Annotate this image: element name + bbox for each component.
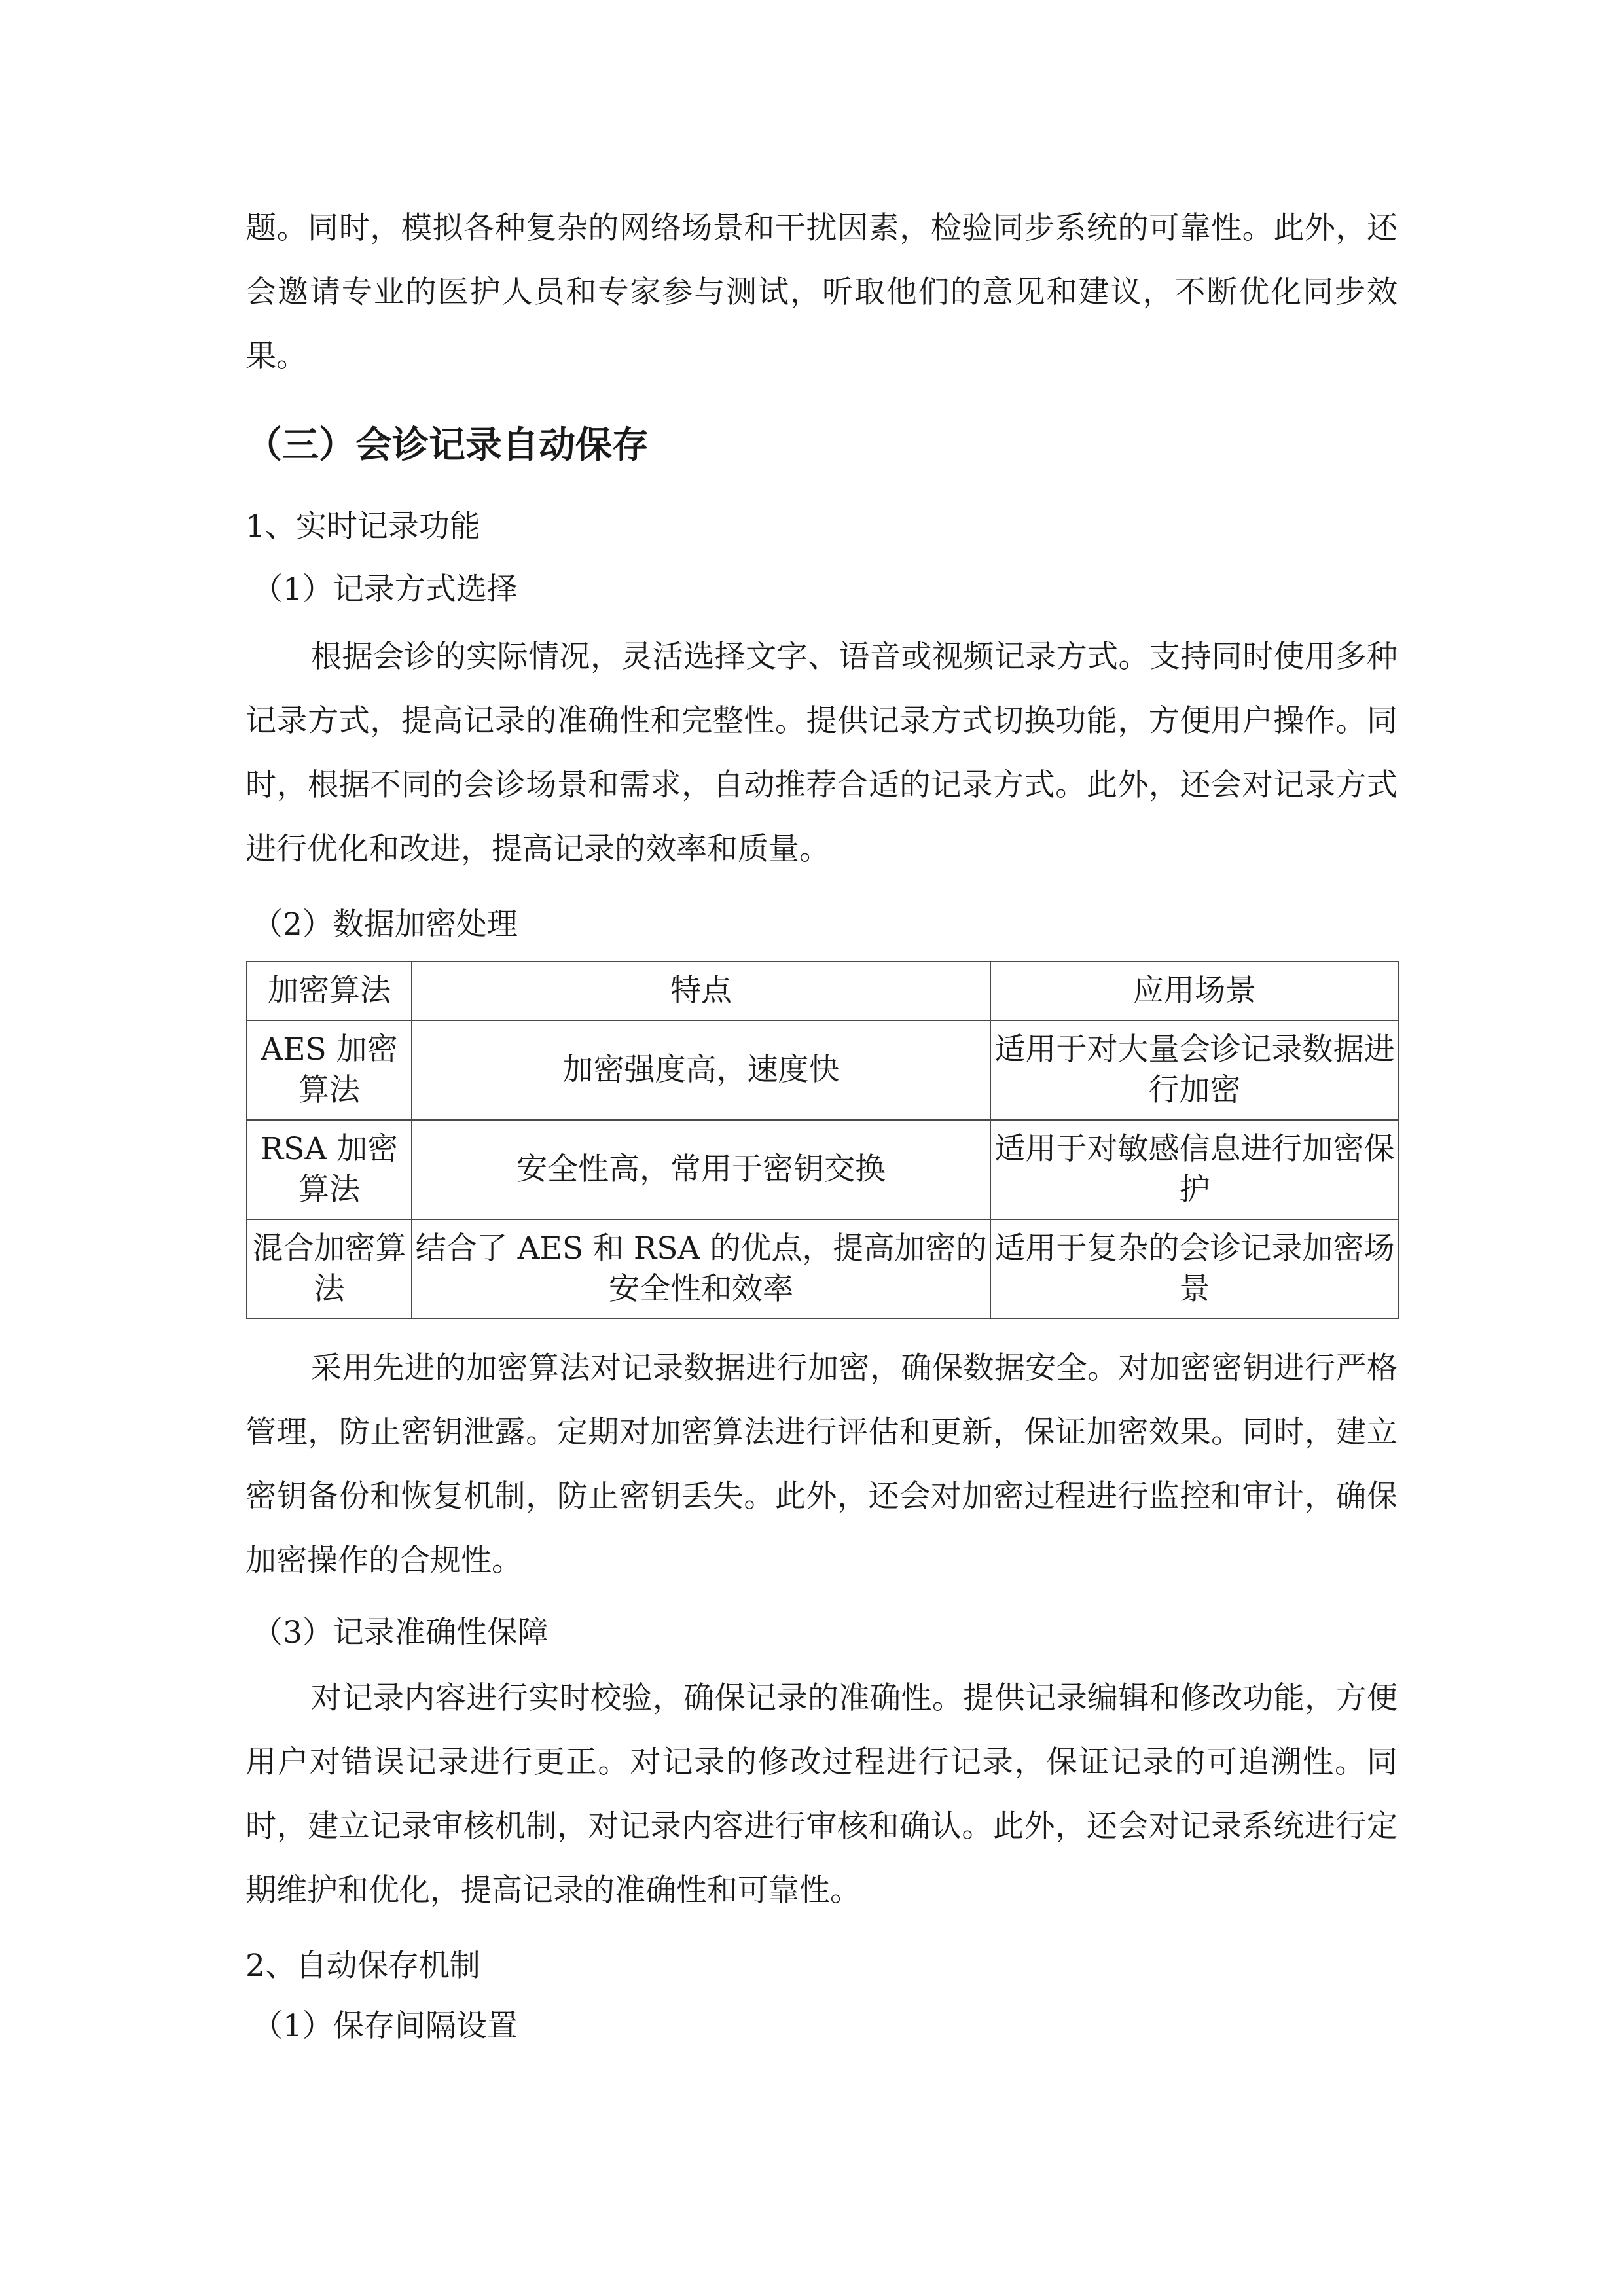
table-cell-algorithm: RSA 加密算法 <box>247 1120 412 1219</box>
table-cell-feature: 安全性高，常用于密钥交换 <box>412 1120 990 1219</box>
table-cell-feature: 结合了 AES 和 RSA 的优点，提高加密的安全性和效率 <box>412 1219 990 1319</box>
table-header-cell: 应用场景 <box>990 961 1399 1020</box>
item-title-recording-method: （1）记录方式选择 <box>252 571 518 607</box>
paragraph-recording-accuracy: 对记录内容进行实时校验，确保记录的准确性。提供记录编辑和修改功能，方便用户对错误记录进行更正。对记录的修改过程进行记录，保证记录的可追溯性。同时，建立记录审核机制，对记录内容进行审核和确认。此外，还会对记录系统进行定期维护和优化，提高记录的准确性和可靠性。 <box>245 1680 1398 1909</box>
item-title-data-encryption: （2）数据加密处理 <box>252 906 518 942</box>
section-heading: （三）会诊记录自动保存 <box>245 423 649 467</box>
item-title-recording-accuracy: （3）记录准确性保障 <box>252 1615 549 1651</box>
table-cell-scenario: 适用于对敏感信息进行加密保护 <box>990 1120 1399 1219</box>
table-cell-algorithm: AES 加密算法 <box>247 1020 412 1120</box>
table-cell-feature: 加密强度高，速度快 <box>412 1020 990 1120</box>
paragraph-data-encryption: 采用先进的加密算法对记录数据进行加密，确保数据安全。对加密密钥进行严格管理，防止密钥泄露。定期对加密算法进行评估和更新，保证加密效果。同时，建立密钥备份和恢复机制，防止密钥丢失。此外，还会对加密过程进行监控和审计，确保加密操作的合规性。 <box>245 1350 1398 1579</box>
encryption-table <box>246 961 1399 1319</box>
subsection-title-auto-save: 2、自动保存机制 <box>245 1948 480 1984</box>
table-row <box>247 1020 1399 1120</box>
table-row <box>247 1120 1399 1219</box>
table-cell-algorithm: 混合加密算法 <box>247 1219 412 1319</box>
table-cell-scenario: 适用于复杂的会诊记录加密场景 <box>990 1219 1399 1319</box>
table-cell-scenario: 适用于对大量会诊记录数据进行加密 <box>990 1020 1399 1120</box>
continuation-paragraph: 题。同时，模拟各种复杂的网络场景和干扰因素，检验同步系统的可靠性。此外，还会邀请专业的医护人员和专家参与测试，听取他们的意见和建议，不断优化同步效果。 <box>245 210 1398 374</box>
subsection-title-realtime-recording: 1、实时记录功能 <box>245 509 480 545</box>
table-header-cell: 特点 <box>412 961 990 1020</box>
table-header-cell: 加密算法 <box>247 961 412 1020</box>
item-title-save-interval: （1）保存间隔设置 <box>252 2008 518 2044</box>
table-row <box>247 1219 1399 1319</box>
table-header-row <box>247 961 1399 1020</box>
paragraph-recording-method: 根据会诊的实际情况，灵活选择文字、语音或视频记录方式。支持同时使用多种记录方式，提高记录的准确性和完整性。提供记录方式切换功能，方便用户操作。同时，根据不同的会诊场景和需求，自动推荐合适的记录方式。此外，还会对记录方式进行优化和改进，提高记录的效率和质量。 <box>245 639 1398 867</box>
